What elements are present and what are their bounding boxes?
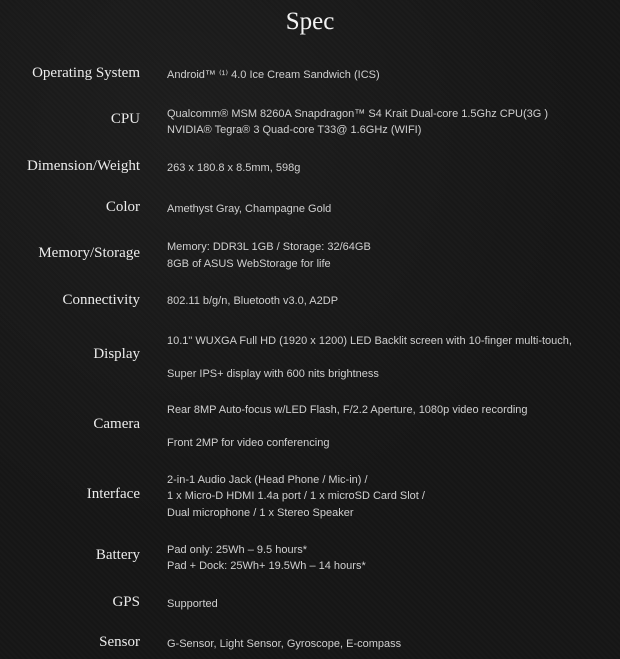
spec-label: Memory/Storage	[38, 245, 140, 261]
spec-value: Supported	[167, 598, 218, 610]
spec-label: GPS	[112, 594, 140, 610]
spec-value: Amethyst Gray, Champagne Gold	[167, 203, 332, 215]
spec-label: Operating System	[32, 65, 140, 81]
spec-label: Dimension/Weight	[27, 158, 140, 174]
spec-label: Interface	[86, 486, 140, 502]
spec-label: CPU	[110, 111, 140, 127]
spec-label: Sensor	[99, 634, 140, 650]
spec-label: Color	[105, 199, 140, 215]
spec-value: Dual microphone / 1 x Stereo Speaker	[167, 507, 354, 519]
spec-value: 2-in-1 Audio Jack (Head Phone / Mic-in) /	[167, 474, 368, 486]
spec-value: 263 x 180.8 x 8.5mm, 598g	[167, 162, 301, 174]
spec-value: 1 x Micro-D HDMI 1.4a port / 1 x microSD Card Slot /	[167, 490, 425, 502]
page-title: Spec	[285, 8, 335, 35]
spec-label: Battery	[95, 547, 140, 563]
spec-value: Pad only: 25Wh – 9.5 hours*	[167, 544, 308, 556]
spec-value: G-Sensor, Light Sensor, Gyroscope, E-compass	[167, 638, 402, 650]
spec-value: Pad + Dock: 25Wh+ 19.5Wh – 14 hours*	[167, 560, 366, 572]
spec-value: Super IPS+ display with 600 nits brightness	[167, 368, 379, 380]
spec-value: 8GB of ASUS WebStorage for life	[167, 258, 331, 270]
spec-label: Camera	[93, 416, 140, 432]
spec-value: Android™ ⁽¹⁾ 4.0 Ice Cream Sandwich (ICS)	[167, 69, 380, 81]
spec-value: 10.1" WUXGA Full HD (1920 x 1200) LED Backlit screen with 10-finger multi-touch,	[167, 335, 572, 347]
spec-label: Display	[93, 346, 140, 362]
spec-label: Connectivity	[62, 292, 140, 308]
spec-value: Front 2MP for video conferencing	[167, 437, 330, 449]
spec-value: NVIDIA® Tegra® 3 Quad-core T33@ 1.6GHz (WIFI)	[167, 124, 422, 136]
spec-value: Rear 8MP Auto-focus w/LED Flash, F/2.2 Aperture, 1080p video recording	[167, 404, 528, 416]
spec-value: 802.11 b/g/n, Bluetooth v3.0, A2DP	[167, 295, 339, 307]
spec-value: Qualcomm® MSM 8260A Snapdragon™ S4 Krait Dual-core 1.5Ghz CPU(3G )	[167, 108, 549, 120]
spec-value: Memory: DDR3L 1GB / Storage: 32/64GB	[167, 241, 371, 253]
